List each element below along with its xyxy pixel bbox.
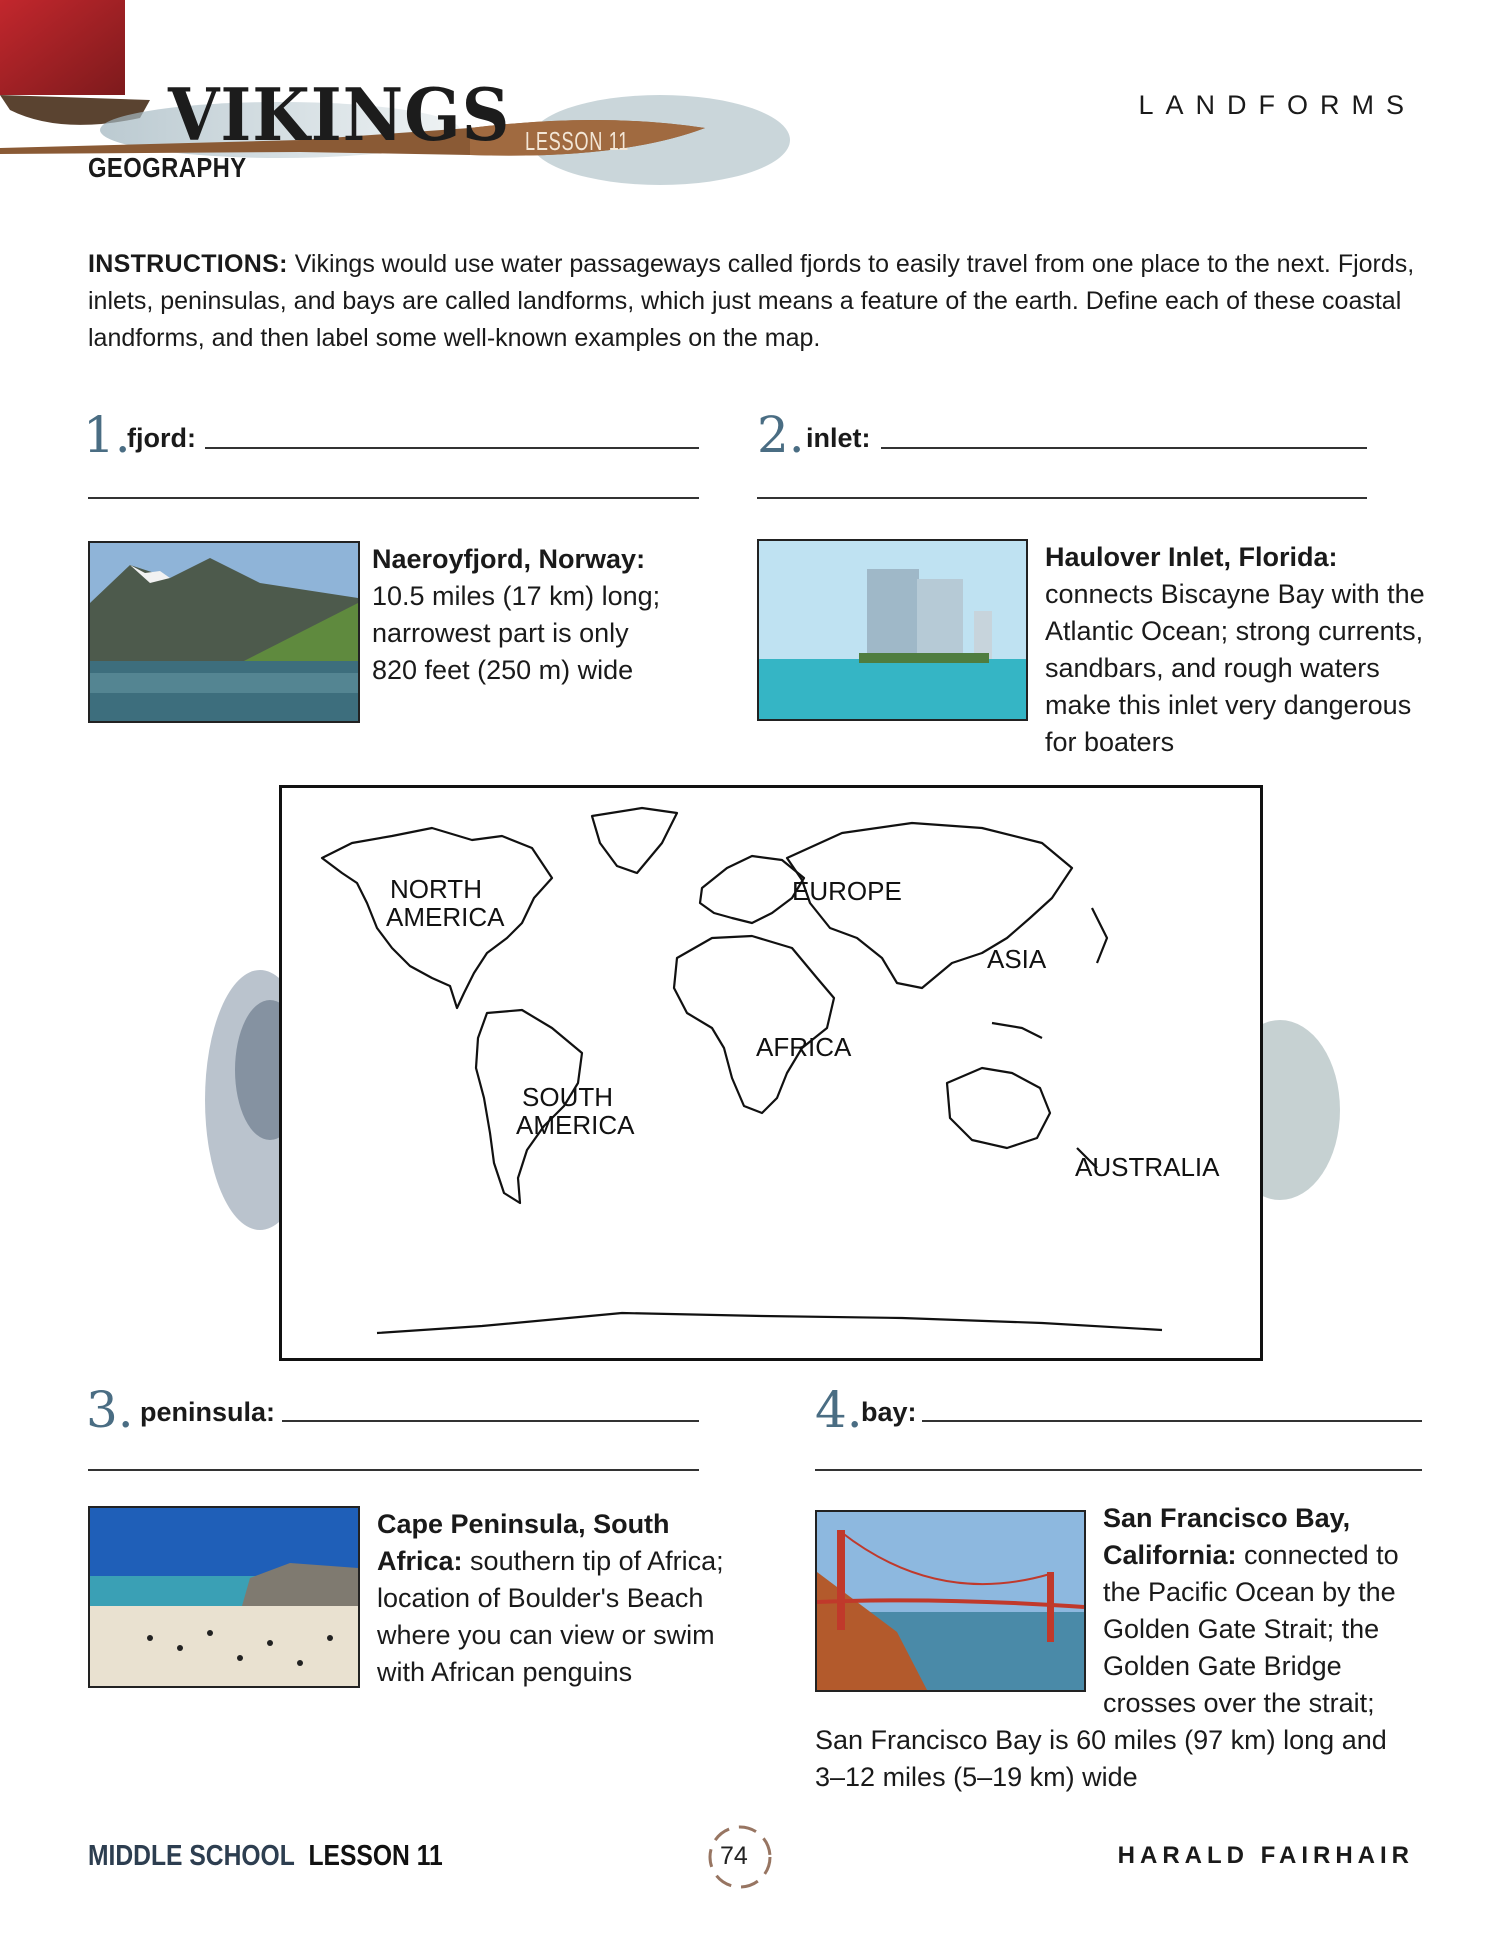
footer-lesson: LESSON 11 [308, 1840, 443, 1872]
question-number-2: 2. [757, 406, 805, 464]
question-term-inlet: inlet: [806, 423, 871, 453]
inlet-caption-text: connects Biscayne Bay with the Atlantic Ocean; strong currents, sandbars, and rough waters make this inlet very dangerous for boaters [1045, 579, 1425, 757]
answer-line-inlet-1[interactable] [881, 447, 1367, 449]
answer-line-inlet-2[interactable] [757, 497, 1367, 499]
map-label-south-america-1: SOUTH [522, 1082, 613, 1112]
map-label-asia: ASIA [987, 944, 1047, 974]
instructions-label: INSTRUCTIONS: [88, 250, 288, 278]
peninsula-caption [377, 1506, 727, 1691]
answer-line-peninsula-1[interactable] [282, 1420, 699, 1422]
inlet-caption [1045, 539, 1425, 761]
footer-author: HARALD FAIRHAIR [1117, 1842, 1414, 1869]
footer-level-text: MIDDLE SCHOOL [88, 1840, 295, 1872]
question-term-peninsula: peninsula: [140, 1397, 276, 1427]
footer-level [88, 1840, 443, 1873]
fjord-caption-title: Naeroyfjord, Norway: [372, 544, 646, 574]
peninsula-photo [88, 1506, 360, 1688]
australia-shape [947, 1068, 1050, 1148]
answer-line-peninsula-2[interactable] [88, 1469, 699, 1471]
fjord-caption-text: 10.5 miles (17 km) long; narrowest part is only 820 feet (250 m) wide [372, 581, 661, 685]
answer-line-fjord-2[interactable] [88, 497, 699, 499]
map-label-north-america-2: AMERICA [386, 902, 505, 932]
subject-label: GEOGRAPHY [88, 152, 247, 183]
map-label-africa: AFRICA [756, 1032, 852, 1062]
bay-caption-title: San Francisco Bay, California: [1103, 1503, 1351, 1570]
fjord-caption [372, 541, 672, 689]
page-title: VIKINGS [168, 72, 511, 157]
instructions-text: Vikings would use water passageways called fjords to easily travel from one place to the next. Fjords, inlets, peninsulas, and bays are called landforms, which just means a feature of the earth. Define each of these coastal landforms, and then label some well-known examples on the map. [88, 250, 1415, 352]
fjord-photo [88, 541, 360, 723]
map-label-north-america-1: NORTH [390, 874, 482, 904]
map-label-south-america-2: AMERICA [516, 1110, 635, 1140]
inlet-caption-title: Haulover Inlet, Florida: [1045, 542, 1338, 572]
map-label-australia: AUSTRALIA [1075, 1152, 1220, 1182]
africa-shape [674, 936, 834, 1113]
peninsula-caption-text: southern tip of Africa; location of Boulder's Beach where you can view or swim with African penguins [377, 1546, 724, 1687]
world-map-outline [282, 788, 1260, 1358]
answer-line-bay-1[interactable] [922, 1420, 1422, 1422]
answer-line-bay-2[interactable] [815, 1469, 1422, 1471]
instructions [88, 246, 1418, 357]
bay-caption-text: connected to the Pacific Ocean by the Golden Gate Strait; the Golden Gate Bridge crosses over the strait; San Francisco Bay is 60 miles (97 km) long and 3–12 miles (5–19 km) wide [815, 1540, 1399, 1792]
question-term-bay: bay: [861, 1397, 917, 1427]
greenland-shape [592, 808, 677, 873]
topic-label: LANDFORMS [1138, 90, 1416, 120]
peninsula-caption-title: Cape Peninsula, South Africa: [377, 1509, 670, 1576]
question-number-4: 4. [815, 1381, 863, 1439]
page-number: 74 [720, 1842, 748, 1870]
inlet-photo [757, 539, 1028, 721]
antarctica-shape [377, 1313, 1162, 1333]
question-term-fjord: fjord: [127, 423, 196, 453]
answer-line-fjord-1[interactable] [205, 447, 699, 449]
question-number-3: 3. [86, 1381, 134, 1439]
world-map[interactable] [279, 785, 1263, 1361]
europe-shape [700, 856, 804, 923]
question-number-1: 1. [83, 406, 131, 464]
lesson-tag: LESSON 11 [525, 126, 630, 156]
map-label-europe: EUROPE [792, 876, 902, 906]
bay-caption [815, 1500, 1415, 1796]
watercolor-right [1250, 1010, 1340, 1210]
